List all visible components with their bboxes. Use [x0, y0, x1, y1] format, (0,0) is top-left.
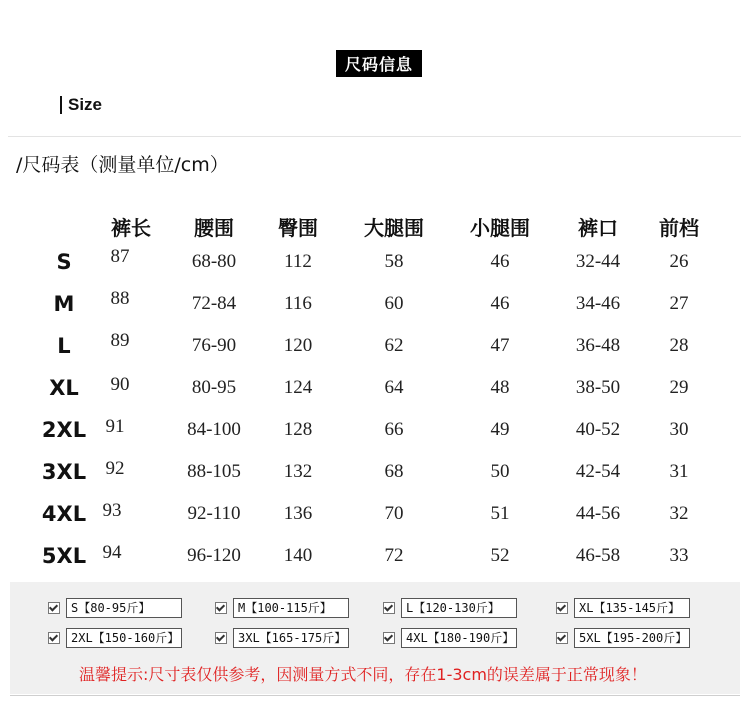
checkbox-checked-icon[interactable]: [383, 602, 395, 614]
table-cell: 60: [384, 293, 404, 314]
table-cell: 64: [384, 377, 404, 398]
checkbox-checked-icon[interactable]: [215, 632, 227, 644]
table-cell: 88: [110, 288, 130, 309]
checkbox-checked-icon[interactable]: [383, 632, 395, 644]
table-cell: 48: [490, 377, 510, 398]
table-cell: 26: [669, 251, 689, 272]
table-cell: 84-100: [187, 419, 241, 440]
table-cell: 46: [490, 293, 510, 314]
size-row-label: S: [56, 250, 72, 274]
column-header: 裤口: [578, 216, 618, 240]
size-row-label: 5XL: [41, 544, 87, 568]
table-cell: 112: [284, 251, 312, 272]
table-cell: 80-95: [191, 377, 237, 398]
table-cell: 120: [283, 335, 313, 356]
table-cell: 92: [105, 458, 125, 479]
table-cell: 44-56: [575, 503, 621, 524]
size-row-label: XL: [49, 376, 79, 400]
weight-option[interactable]: [556, 598, 690, 618]
table-cell: 88-105: [187, 461, 241, 482]
weight-option[interactable]: [383, 598, 517, 618]
column-header: 大腿围: [364, 216, 424, 240]
unit-caption: /尺码表（测量单位/cm）: [16, 154, 229, 176]
weight-option[interactable]: [215, 628, 349, 648]
table-cell: 47: [490, 335, 510, 356]
table-cell: 27: [669, 293, 689, 314]
weight-option[interactable]: [556, 628, 690, 648]
weight-option-label: XL【135-145斤】: [574, 598, 690, 618]
table-cell: 90: [110, 374, 130, 395]
checkbox-checked-icon[interactable]: [48, 632, 60, 644]
table-cell: 62: [384, 335, 404, 356]
table-cell: 52: [490, 545, 510, 566]
table-cell: 116: [284, 293, 312, 314]
table-cell: 91: [105, 416, 125, 437]
weight-option-label: M【100-115斤】: [233, 598, 349, 618]
size-row-label: M: [53, 292, 75, 316]
weight-option[interactable]: [215, 598, 349, 618]
table-cell: 140: [283, 545, 313, 566]
divider: [10, 695, 740, 696]
table-cell: 132: [283, 461, 313, 482]
weight-option-label: 4XL【180-190斤】: [401, 628, 517, 648]
table-cell: 40-52: [575, 419, 621, 440]
table-cell: 72-84: [191, 293, 237, 314]
table-cell: 68-80: [191, 251, 237, 272]
checkbox-checked-icon[interactable]: [215, 602, 227, 614]
table-cell: 72: [384, 545, 404, 566]
weight-option[interactable]: [383, 628, 517, 648]
table-cell: 128: [283, 419, 313, 440]
table-cell: 76-90: [191, 335, 237, 356]
table-cell: 38-50: [575, 377, 621, 398]
size-row-label: L: [57, 334, 71, 358]
size-row-label: 2XL: [41, 418, 87, 442]
table-cell: 66: [384, 419, 404, 440]
size-row-label: 3XL: [41, 460, 87, 484]
table-cell: 96-120: [187, 545, 241, 566]
table-cell: 31: [669, 461, 689, 482]
table-cell: 42-54: [575, 461, 621, 482]
table-cell: 49: [490, 419, 510, 440]
checkbox-checked-icon[interactable]: [48, 602, 60, 614]
weight-option-label: 3XL【165-175斤】: [233, 628, 349, 648]
weight-option-label: 5XL【195-200斤】: [574, 628, 690, 648]
table-cell: 89: [110, 330, 130, 351]
weight-option[interactable]: [48, 628, 182, 648]
table-cell: 51: [490, 503, 510, 524]
table-cell: 36-48: [575, 335, 621, 356]
weight-option-label: 2XL【150-160斤】: [66, 628, 182, 648]
table-cell: 136: [283, 503, 313, 524]
table-cell: 124: [283, 377, 313, 398]
size-row-label: 4XL: [41, 502, 87, 526]
table-cell: 87: [110, 246, 130, 267]
table-cell: 30: [669, 419, 689, 440]
column-header: 小腿围: [470, 216, 530, 240]
table-cell: 34-46: [575, 293, 621, 314]
table-cell: 58: [384, 251, 404, 272]
table-cell: 29: [669, 377, 689, 398]
column-header: 前档: [659, 216, 699, 240]
checkbox-checked-icon[interactable]: [556, 602, 568, 614]
warning-text: 温馨提示:尺寸表仅供参考，因测量方式不同，存在1-3cm的误差属于正常现象！: [79, 665, 647, 684]
weight-option[interactable]: [48, 598, 182, 618]
weight-option-label: L【120-130斤】: [401, 598, 517, 618]
table-cell: 93: [102, 500, 122, 521]
table-cell: 33: [669, 545, 689, 566]
size-heading: Size: [60, 96, 102, 114]
table-cell: 32-44: [575, 251, 621, 272]
table-cell: 94: [102, 542, 122, 563]
weight-option-label: S【80-95斤】: [66, 598, 182, 618]
table-cell: 46: [490, 251, 510, 272]
checkbox-checked-icon[interactable]: [556, 632, 568, 644]
table-cell: 32: [669, 503, 689, 524]
table-cell: 70: [384, 503, 404, 524]
table-cell: 50: [490, 461, 510, 482]
table-cell: 28: [669, 335, 689, 356]
column-header: 腰围: [194, 216, 234, 240]
table-cell: 68: [384, 461, 404, 482]
column-header: 臀围: [278, 216, 318, 240]
column-header: 裤长: [111, 216, 151, 240]
page-title: 尺码信息: [336, 50, 422, 77]
table-cell: 92-110: [187, 503, 241, 524]
table-cell: 46-58: [575, 545, 621, 566]
